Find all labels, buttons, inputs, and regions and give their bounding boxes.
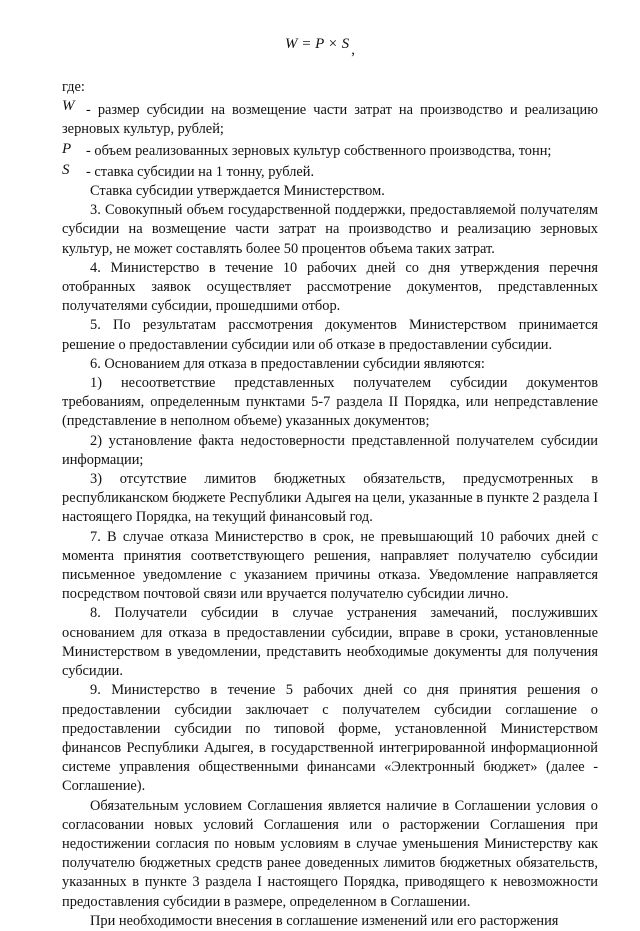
paragraph-6-item-1: 1) несоответствие представленных получателем субсидии документов требованиям, определенным пунктами 5-7 раздела II Порядка, или непредставление (представление в неполном объеме) указанных документов; (62, 375, 598, 430)
definition-symbol: S (62, 161, 70, 178)
definition-s (62, 161, 598, 182)
definition-text: - размер субсидии на возмещение части затрат на производство и реализацию зерновых культур, рублей; (62, 102, 598, 138)
paragraph-6-item-2: 2) установление факта недостоверности представленной получателем субсидии информации; (62, 432, 598, 468)
paragraph-4: 4. Министерство в течение 10 рабочих дней со дня утверждения перечня отобранных заявок осуществляет рассмотрение документов, представленных получателями субсидии, прошедшими отбор. (62, 259, 598, 315)
definition-p (62, 140, 598, 161)
formula-comma: , (351, 42, 355, 58)
paragraph-7: 7. В случае отказа Министерство в срок, не превышающий 10 рабочих дней с момента принятия соответствующего решения, направляет получателю субсидии письменное уведомление с указанием причины отказа. Уведомление направляется посредством почтовой связи или вручается получателю субсидии лично. (62, 528, 598, 603)
definition-text: - объем реализованных зерновых культур собственного производства, тонн; (86, 142, 552, 159)
paragraph-8: 8. Получатели субсидии в случае устранения замечаний, послуживших основанием для отказа в предоставлении субсидии, вправе в сроки, установленные Министерством в уведомлении, представить необходимые документы для получения субсидии. (62, 605, 598, 680)
definition-symbol: P (62, 140, 72, 157)
definition-symbol: W (62, 98, 75, 115)
paragraph-6: 6. Основанием для отказа в предоставлении субсидии являются: (90, 355, 485, 372)
paragraph-9: 9. Министерство в течение 5 рабочих дней со дня принятия решения о предоставлении субсидии заключает с получателем субсидии соглашение о предоставлении субсидии по типовой форме, установленной Министерством финансов Республики Адыгея, в государственной интегрированной информационной системе управления общественными финансами «Электронный бюджет» (далее - Соглашение). (62, 682, 598, 795)
paragraph-6-item-3: 3) отсутствие лимитов бюджетных обязательств, предусмотренных в республиканском бюджете Республики Адыгея на цели, указанные в пункте 2 раздела I настоящего Порядка, на текущий финансовый год. (62, 471, 598, 526)
paragraph-rate: Ставка субсидии утверждается Министерством. (90, 183, 385, 200)
paragraph-amendment: При необходимости внесения в соглашение изменений или его расторжения (90, 912, 559, 929)
paragraph-3: 3. Совокупный объем государственной поддержки, предоставляемой получателям субсидии на возмещение части затрат на производство и реализацию зерновых культур, не может составлять более 50 процентов объема таких затрат. (62, 202, 598, 257)
document-body (62, 78, 598, 931)
formula-text: W = P × S (285, 36, 350, 52)
subsidy-formula (0, 36, 640, 58)
where-label: где: (62, 79, 85, 95)
paragraph-5: 5. По результатам рассмотрения документов Министерством принимается решение о предоставлении субсидии или об отказе в предоставлении субсидии. (62, 317, 598, 353)
definition-text: - ставка субсидии на 1 тонну, рублей. (86, 163, 315, 180)
paragraph-agreement-condition: Обязательным условием Соглашения является наличие в Соглашении условия о согласовании новых условий Соглашения или о расторжении Соглашения при недостижении согласия по новым условиям в случае уменьшения Министерству как получателю бюджетных средств ранее доведенных лимитов бюджетных обязательств, указанных в пункте 3 раздела I настоящего Порядка, приводящего к невозможности предоставления субсидии в размере, определенном в Соглашении. (62, 797, 598, 910)
definition-w (62, 97, 598, 139)
